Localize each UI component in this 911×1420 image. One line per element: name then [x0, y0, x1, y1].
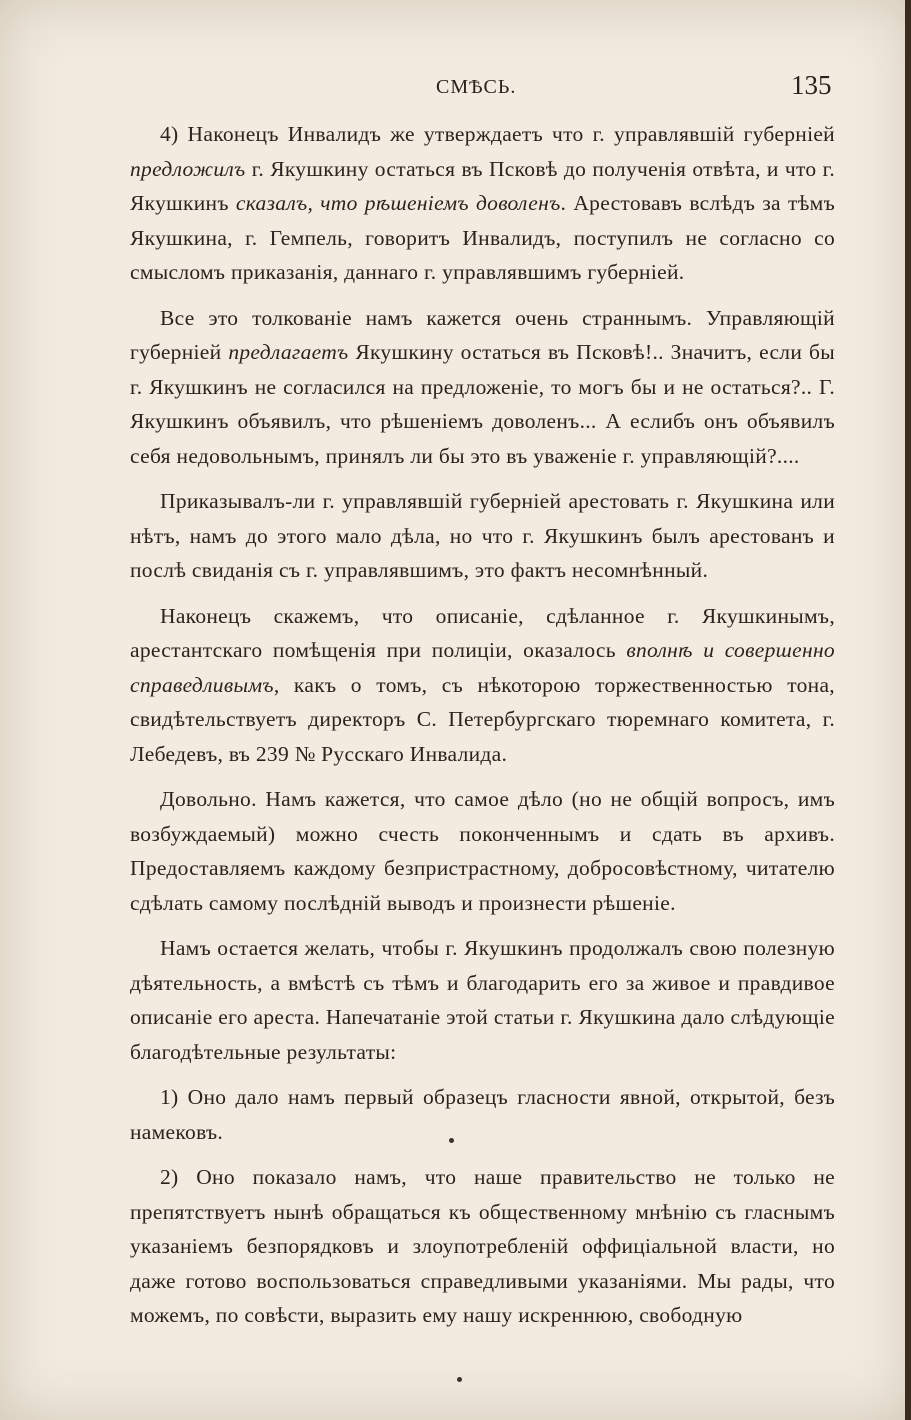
- text-run: Намъ остается желать, чтобы г. Якушкинъ продолжалъ свою полезную дѣятельность, а вмѣстѣ съ тѣмъ и благодарить его за живое и правдивое описаніе его ареста. Напечатаніе этой статьи г. Якушкина дало слѣдующіе благодѣтельные результаты:: [130, 936, 835, 1064]
- paragraph-2: [130, 301, 835, 474]
- section-title: СМѢСЬ.: [436, 76, 517, 98]
- text-run: Довольно. Намъ кажется, что самое дѣло (но не общій вопросъ, имъ возбуждаемый) можно счесть поконченнымъ и сдать въ архивъ. Предоставляемъ каждому безпристрастному, добросовѣстному, читателю сдѣлать самому послѣдній выводъ и произнести рѣшеніе.: [130, 787, 835, 915]
- italic-text: вполнѣ и совершенно справедливымъ: [130, 638, 835, 697]
- text-run: Наконецъ скажемъ, что описаніе, сдѣланное г. Якушкинымъ, арестантскаго помѣщенія при полиціи, оказалось: [130, 603, 835, 662]
- italic-text: предлагаетъ: [228, 340, 349, 364]
- ink-speck: [457, 1377, 462, 1382]
- body-text: [130, 117, 835, 1333]
- paragraph-4: [130, 599, 835, 772]
- text-run: 4) Наконецъ Инвалидъ же утверждаетъ что г. управлявшій губерніей: [160, 122, 835, 146]
- text-run: Все это толкованіе намъ кажется очень страннымъ. Управляющій губерніей: [130, 305, 835, 364]
- italic-text: предложилъ: [130, 156, 246, 181]
- text-run: 1) Оно дало намъ первый образецъ гласности явной, открытой, безъ намековъ.: [130, 1085, 835, 1144]
- paragraph-5: [130, 782, 835, 920]
- italic-text: сказалъ, что рѣшеніемъ доволенъ: [235, 191, 561, 215]
- text-run: . Арестовавъ вслѣдъ за тѣмъ Якушкина, г. Гемпель, говоритъ Инвалидъ, поступилъ не согласно со смысломъ приказанія, даннаго г. управлявшимъ губерніей.: [130, 191, 835, 284]
- paragraph-1: [130, 117, 835, 290]
- paragraph-8: [130, 1160, 835, 1333]
- paragraph-7: [130, 1080, 835, 1149]
- ink-speck: [449, 1138, 454, 1143]
- page-number: 135: [791, 70, 832, 100]
- text-run: 2) Оно показало намъ, что наше правительство не только не препятствуетъ нынѣ обращаться къ общественному мнѣнію съ гласнымъ указаніемъ безпорядковъ и злоупотребленій оффиціальной власти, но даже готово воспользоваться справедливыми указаніями. Мы рады, что можемъ, по совѣсти, выразить ему нашу искреннюю, свободную: [130, 1165, 835, 1327]
- text-run: г. Якушкину остаться въ Псковѣ до полученія отвѣта, и что г. Якушкинъ: [130, 156, 835, 215]
- running-head: [0, 70, 911, 100]
- text-run: Якушкину остаться въ Псковѣ!.. Значитъ, если бы г. Якушкинъ не согласился на предложеніе, то могъ бы и не остаться?.. Г. Якушкинъ объявилъ, что рѣшеніемъ доволенъ... А еслибъ онъ объявилъ себя недовольнымъ, принялъ ли бы это въ уваженіе г. управляющій?....: [130, 340, 835, 468]
- text-run: , какъ о томъ, съ нѣкоторою торжественностью тона, свидѣтельствуетъ директоръ С. Петербургскаго тюремнаго комитета, г. Лебедевъ, въ 239 № Русскаго Инвалида.: [130, 672, 835, 766]
- page-edge: [905, 0, 911, 1420]
- text-run: Приказывалъ-ли г. управлявшій губерніей арестовать г. Якушкина или нѣтъ, намъ до этого мало дѣла, но что г. Якушкинъ былъ арестованъ и послѣ свиданія съ г. управлявшимъ, это фактъ несомнѣнный.: [130, 489, 835, 582]
- paragraph-6: [130, 931, 835, 1069]
- paragraph-3: [130, 484, 835, 588]
